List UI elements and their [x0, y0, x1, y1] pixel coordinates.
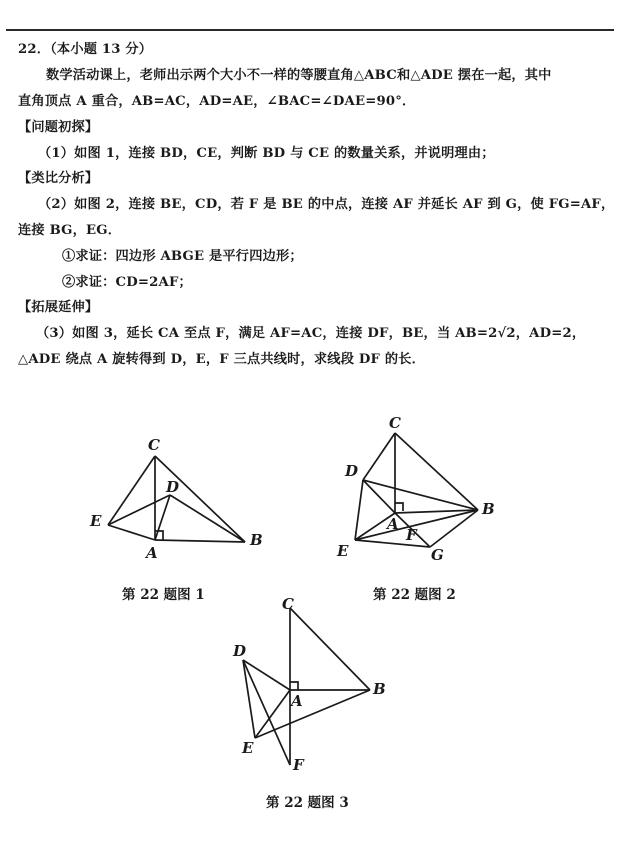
fig2-label-D: D: [345, 462, 359, 480]
fig2-label-F: F: [406, 526, 417, 544]
part-3-line-2: △ADE 绕点 A 旋转得到 D，E，F 三点共线时，求线段 DF 的长．: [18, 352, 426, 367]
fig2-label-A: A: [387, 515, 399, 533]
fig3-label-E: E: [242, 739, 254, 757]
section-title-analogy: 【类比分析】: [18, 171, 99, 186]
fig2-label-E: E: [337, 542, 349, 560]
figure-1-caption: 第 22 题图 1: [122, 587, 205, 603]
figure-3-caption: 第 22 题图 3: [266, 795, 349, 811]
part-2-sub-2: ②求证：CD=2AF；: [62, 275, 192, 290]
part-2-line-2: 连接 BG，EG．: [18, 223, 122, 238]
fig3-right-angle-mark: [290, 682, 298, 690]
fig3-label-A: A: [291, 692, 303, 710]
fig3-segment-CB: [290, 608, 370, 690]
fig2-label-C: C: [389, 414, 401, 432]
section-title-extension: 【拓展延伸】: [18, 300, 99, 315]
fig1-label-E: E: [90, 512, 102, 530]
fig2-label-G: G: [431, 546, 444, 564]
fig1-label-C: C: [148, 436, 160, 454]
fig3-label-C: C: [282, 595, 294, 613]
fig1-label-D: D: [166, 478, 180, 496]
fig2-label-B: B: [482, 500, 495, 518]
fig3-label-B: B: [373, 680, 386, 698]
fig3-label-D: D: [233, 642, 247, 660]
part-2-sub-1: ①求证：四边形 ABGE 是平行四边形；: [62, 249, 303, 264]
problem-header: 22．（本小题 13 分）: [18, 42, 153, 57]
fig1-label-B: B: [250, 531, 263, 549]
fig1-label-A: A: [146, 544, 158, 562]
intro-line-1: 数学活动课上，老师出示两个大小不一样的等腰直角△ABC和△ADE 摆在一起，其中: [46, 68, 552, 83]
part-3-line-1: （3）如图 3，延长 CA 至点 F，满足 AF=AC，连接 DF，BE，当 AB=2√2，AD=2，: [36, 326, 586, 341]
section-title-explore: 【问题初探】: [18, 120, 99, 135]
part-2-line-1: （2）如图 2，连接 BE，CD，若 F 是 BE 的中点，连接 AF 并延长 AF 到 G，使 FG=AF，: [38, 197, 615, 212]
intro-line-2: 直角顶点 A 重合，AB=AC，AD=AE，∠BAC=∠DAE=90°．: [18, 94, 416, 109]
figure-2-caption: 第 22 题图 2: [373, 587, 456, 603]
figure-3-lines: [243, 608, 370, 765]
fig3-label-F: F: [293, 756, 304, 774]
part-1: （1）如图 1，连接 BD，CE，判断 BD 与 CE 的数量关系，并说明理由；: [38, 146, 495, 161]
